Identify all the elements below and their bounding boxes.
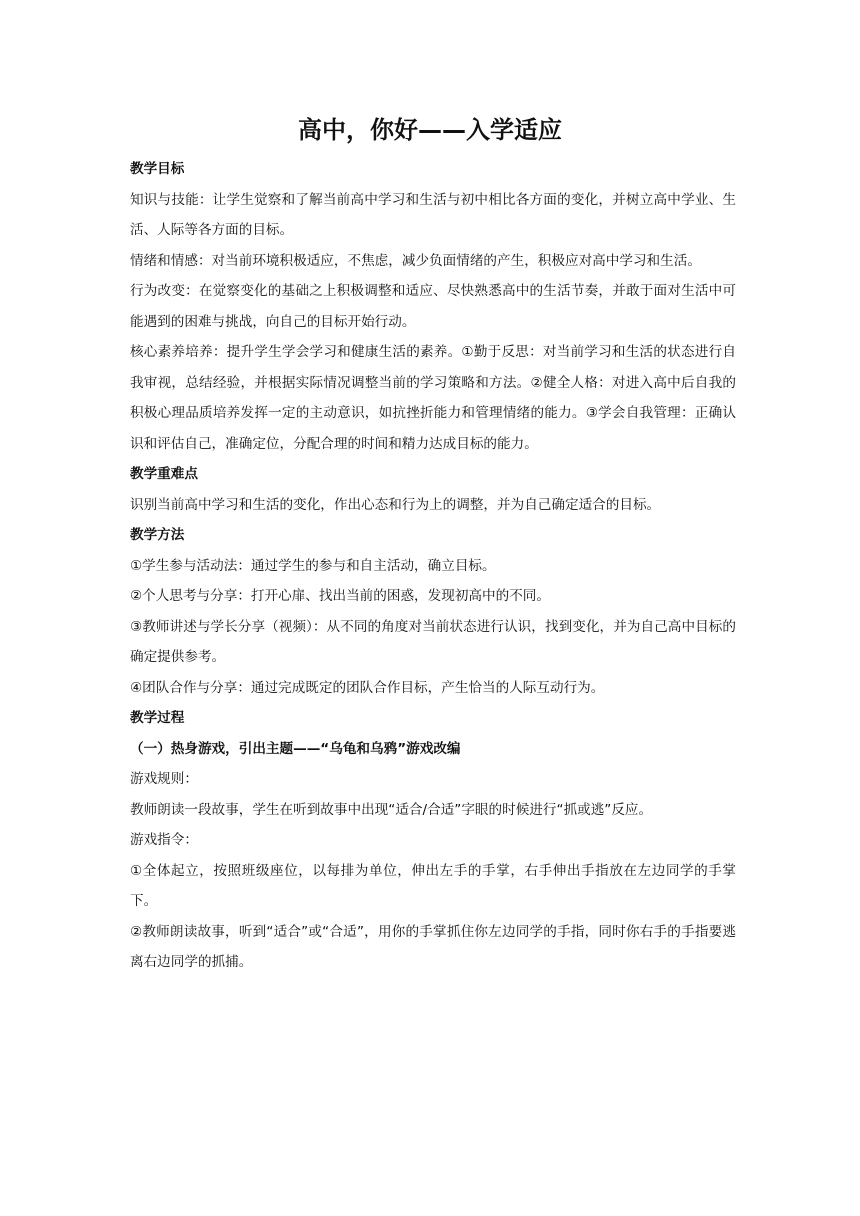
section-heading-methods: 教学方法 bbox=[130, 527, 185, 543]
subsection-heading-warmup: （一）热身游戏，引出主题——“乌龟和乌鸦”游戏改编 bbox=[130, 740, 461, 757]
paragraph-emotion: 情绪和情感：对当前环境积极适应，不焦虑，减少负面情绪的产生，积极应对高中学习和生活。 bbox=[130, 252, 701, 269]
paragraph-behavior: 行为改变：在觉察变化的基础之上积极调整和适应、尽快熟悉高中的生活节奏，并敢于面对生活中可能遇到的困难与挑战，向自己的目标开始行动。 bbox=[130, 283, 736, 330]
game-commands-label: 游戏指令： bbox=[130, 832, 198, 848]
section-heading-keypoints: 教学重难点 bbox=[130, 466, 198, 482]
section-heading-process: 教学过程 bbox=[130, 710, 185, 726]
page-title: 高中，你好——入学适应 bbox=[298, 116, 562, 144]
section-heading-objectives: 教学目标 bbox=[130, 161, 185, 177]
method-item: ④团队合作与分享：通过完成既定的团队合作目标，产生恰当的人际互动行为。 bbox=[130, 679, 605, 696]
method-item: ②个人思考与分享：打开心扉、找出当前的困惑，发现初高中的不同。 bbox=[130, 588, 550, 604]
document-body bbox=[130, 154, 736, 978]
game-rules-text: 教师朗读一段故事，学生在听到故事中出现“适合/合适”字眼的时候进行“抓或逃”反应。 bbox=[130, 801, 653, 818]
method-item: ①学生参与活动法：通过学生的参与和自主活动，确立目标。 bbox=[130, 557, 496, 574]
paragraph-core-literacy: 核心素养培养：提升学生学会学习和健康生活的素养。①勤于反思：对当前学习和生活的状态进行自我审视，总结经验，并根据实际情况调整当前的学习策略和方法。②健全人格：对进入高中后自我的积极心理品质培养发挥一定的主动意识，如抗挫折能力和管理情绪的能力。③学会自我管理：正确认识和评估自己，准确定位，分配合理的时间和精力达成目标的能力。 bbox=[130, 344, 736, 452]
game-rules-label: 游戏规则： bbox=[130, 771, 198, 787]
paragraph-keypoints: 识别当前高中学习和生活的变化，作出心态和行为上的调整，并为自己确定适合的目标。 bbox=[130, 496, 661, 513]
game-command-item: ①全体起立，按照班级座位，以每排为单位，伸出左手的手掌，右手伸出手指放在左边同学的手掌下。 bbox=[130, 862, 736, 909]
paragraph-knowledge: 知识与技能：让学生觉察和了解当前高中学习和生活与初中相比各方面的变化，并树立高中学业、生活、人际等各方面的目标。 bbox=[130, 191, 736, 238]
method-item: ③教师讲述与学长分享（视频）：从不同的角度对当前状态进行认识，找到变化，并为自己高中目标的确定提供参考。 bbox=[130, 618, 736, 665]
game-command-item: ②教师朗读故事，听到“适合”或“合适”，用你的手掌抓住你左边同学的手指，同时你右手的手指要逃离右边同学的抓捕。 bbox=[130, 923, 736, 970]
